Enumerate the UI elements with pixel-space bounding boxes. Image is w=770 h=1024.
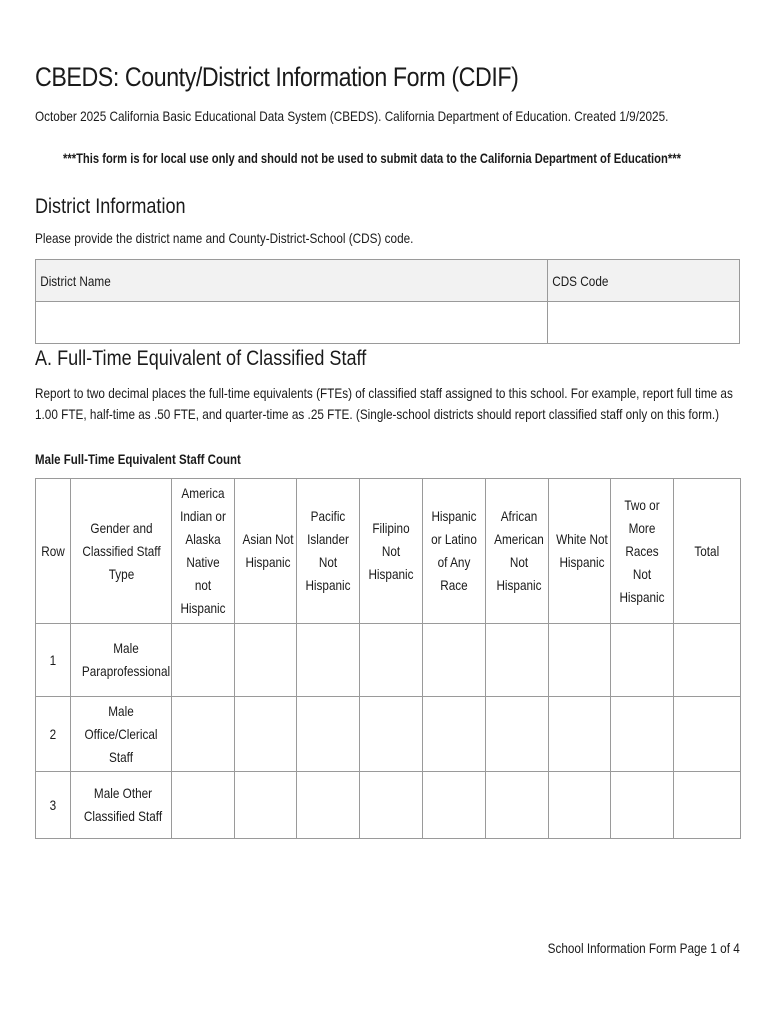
fte-input-cell[interactable] bbox=[360, 697, 423, 772]
fte-input-cell[interactable] bbox=[423, 772, 486, 839]
row-number: 1 bbox=[36, 624, 71, 697]
row-number: 2 bbox=[36, 697, 71, 772]
fte-total-cell[interactable] bbox=[674, 772, 741, 839]
col-header-total: Total bbox=[674, 479, 741, 624]
fte-input-cell[interactable] bbox=[235, 697, 297, 772]
col-header-pacific-islander: Pacific Islander Not Hispanic bbox=[297, 479, 360, 624]
col-header-american-indian: America Indian or Alaska Native not Hispanic bbox=[172, 479, 235, 624]
male-fte-table bbox=[35, 478, 741, 839]
col-header-hispanic: Hispanic or Latino of Any Race bbox=[423, 479, 486, 624]
col-header-filipino: Filipino Not Hispanic bbox=[360, 479, 423, 624]
fte-input-cell[interactable] bbox=[549, 697, 611, 772]
table-row bbox=[36, 772, 741, 839]
col-header-staff-type: Gender and Classified Staff Type bbox=[71, 479, 172, 624]
col-header-row: Row bbox=[36, 479, 71, 624]
fte-input-cell[interactable] bbox=[486, 697, 549, 772]
district-info-heading: District Information bbox=[35, 195, 186, 218]
fte-total-cell[interactable] bbox=[674, 624, 741, 697]
fte-input-cell[interactable] bbox=[297, 772, 360, 839]
col-header-african-american: African American Not Hispanic bbox=[486, 479, 549, 624]
fte-input-cell[interactable] bbox=[486, 772, 549, 839]
table-header-row bbox=[36, 479, 741, 624]
col-header-asian: Asian Not Hispanic bbox=[235, 479, 297, 624]
district-name-header: District Name bbox=[36, 260, 548, 302]
staff-type-label: Male Other Classified Staff bbox=[71, 772, 172, 839]
page-footer: School Information Form Page 1 of 4 bbox=[547, 940, 740, 956]
fte-input-cell[interactable] bbox=[360, 772, 423, 839]
fte-input-cell[interactable] bbox=[486, 624, 549, 697]
fte-input-cell[interactable] bbox=[235, 772, 297, 839]
section-a-instructions: Report to two decimal places the full-time equivalents (FTEs) of classified staff assigned to this school. For example, report full time as 1.00 FTE, half-time as .50 FTE, and quarter-time as .25 FTE. (Single-school districts should report classified staff only on this form.) bbox=[35, 385, 733, 422]
fte-input-cell[interactable] bbox=[611, 772, 674, 839]
fte-input-cell[interactable] bbox=[549, 624, 611, 697]
col-header-two-or-more: Two or More Races Not Hispanic bbox=[611, 479, 674, 624]
section-a-heading: A. Full-Time Equivalent of Classified Staff bbox=[35, 347, 367, 370]
fte-total-cell[interactable] bbox=[674, 697, 741, 772]
staff-type-label: Male Paraprofessional bbox=[71, 624, 172, 697]
local-use-notice: ***This form is for local use only and should not be used to submit data to the California Department of Education*** bbox=[63, 150, 681, 166]
cds-code-header: CDS Code bbox=[548, 260, 740, 302]
page-title: CBEDS: County/District Information Form (CDIF) bbox=[35, 62, 519, 92]
district-name-field[interactable] bbox=[36, 302, 548, 344]
fte-input-cell[interactable] bbox=[611, 697, 674, 772]
fte-input-cell[interactable] bbox=[297, 624, 360, 697]
district-info-table bbox=[35, 259, 740, 344]
fte-input-cell[interactable] bbox=[172, 772, 235, 839]
fte-input-cell[interactable] bbox=[423, 624, 486, 697]
district-info-description: Please provide the district name and County-District-School (CDS) code. bbox=[35, 230, 414, 246]
table-row bbox=[36, 624, 741, 697]
staff-type-label: Male Office/Clerical Staff bbox=[71, 697, 172, 772]
col-header-white: White Not Hispanic bbox=[549, 479, 611, 624]
table-row bbox=[36, 697, 741, 772]
fte-input-cell[interactable] bbox=[423, 697, 486, 772]
fte-input-cell[interactable] bbox=[297, 697, 360, 772]
cds-code-field[interactable] bbox=[548, 302, 740, 344]
fte-input-cell[interactable] bbox=[549, 772, 611, 839]
fte-input-cell[interactable] bbox=[172, 624, 235, 697]
fte-input-cell[interactable] bbox=[611, 624, 674, 697]
fte-input-cell[interactable] bbox=[235, 624, 297, 697]
male-fte-table-caption: Male Full-Time Equivalent Staff Count bbox=[35, 451, 241, 467]
fte-input-cell[interactable] bbox=[172, 697, 235, 772]
form-subtitle: October 2025 California Basic Educational Data System (CBEDS). California Department of Education. Created 1/9/2025. bbox=[35, 108, 669, 124]
row-number: 3 bbox=[36, 772, 71, 839]
fte-input-cell[interactable] bbox=[360, 624, 423, 697]
